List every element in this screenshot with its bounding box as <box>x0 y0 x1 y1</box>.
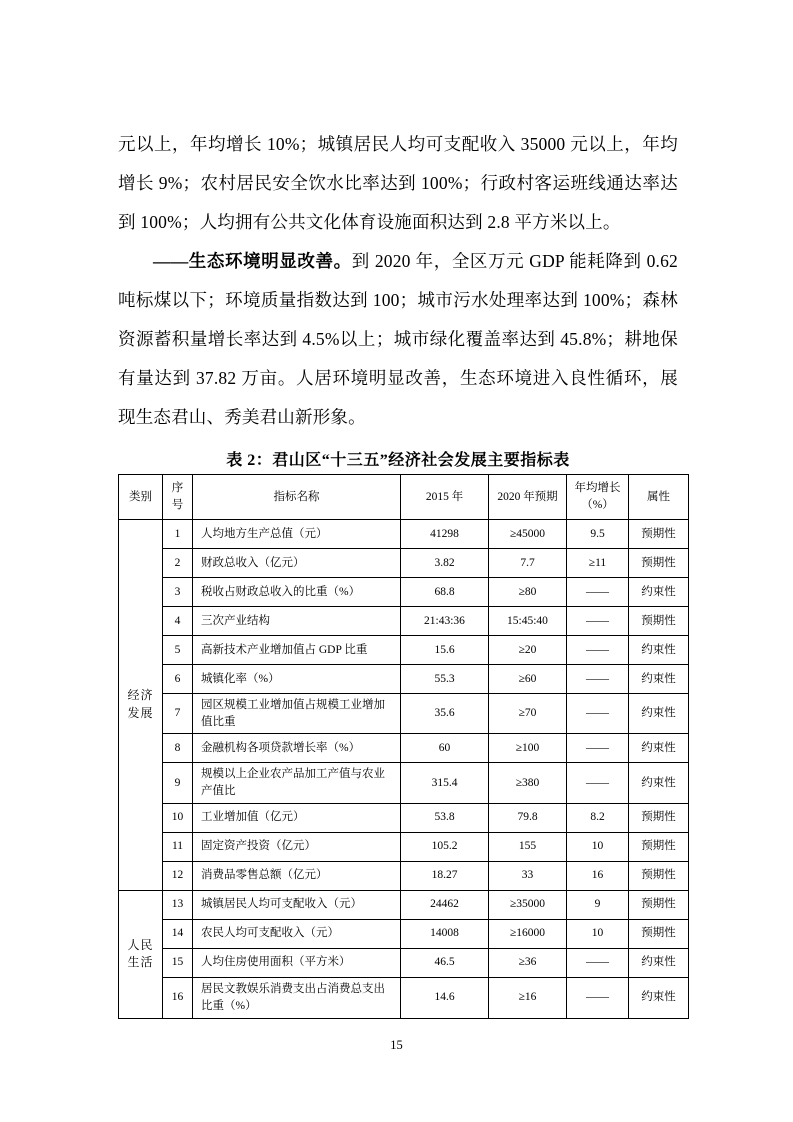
cell-growth: 10 <box>567 919 629 948</box>
cell-indicator: 三次产业结构 <box>193 607 401 636</box>
cell-2015: 41298 <box>401 520 489 549</box>
cell-2020: 15:45:40 <box>489 607 567 636</box>
cell-2020: ≥35000 <box>489 890 567 919</box>
table-row <box>119 832 689 861</box>
cell-growth: ≥11 <box>567 549 629 578</box>
cell-attribute: 约束性 <box>629 734 689 763</box>
cell-attribute: 约束性 <box>629 665 689 694</box>
cell-no: 2 <box>163 549 193 578</box>
cell-growth: —— <box>567 977 629 1018</box>
table-row <box>119 977 689 1018</box>
cell-growth: —— <box>567 763 629 803</box>
cell-attribute: 约束性 <box>629 763 689 803</box>
table-row <box>119 948 689 977</box>
cell-2015: 105.2 <box>401 832 489 861</box>
cell-no: 10 <box>163 803 193 832</box>
cell-growth: —— <box>567 607 629 636</box>
header-category: 类别 <box>119 475 163 520</box>
paragraph-2 <box>118 242 678 437</box>
category-cell-economy: 经济发展 <box>119 520 163 891</box>
cell-2015: 68.8 <box>401 578 489 607</box>
cell-growth: 9 <box>567 890 629 919</box>
cell-2020: ≥20 <box>489 636 567 665</box>
cell-indicator: 人均住房使用面积（平方米） <box>193 948 401 977</box>
paragraph-2-text: 到 2020 年，全区万元 GDP 能耗降到 0.62 吨标煤以下；环境质量指数达到 100；城市污水处理率达到 100%；森林资源蓄积量增长率达到 4.5%以上；城市绿化覆盖率达到 45.8%；耕地保有量达到 37.82 万亩。人居环境明显改善，生态环境进入良性循环，展现生态君山、秀美君山新形象。 <box>118 251 678 427</box>
cell-2020: ≥380 <box>489 763 567 803</box>
cell-attribute: 预期性 <box>629 861 689 890</box>
cell-growth: 16 <box>567 861 629 890</box>
cell-growth: —— <box>567 578 629 607</box>
cell-no: 3 <box>163 578 193 607</box>
cell-2020: ≥80 <box>489 578 567 607</box>
cell-indicator: 固定资产投资（亿元） <box>193 832 401 861</box>
cell-2015: 35.6 <box>401 694 489 734</box>
cell-2020: ≥16000 <box>489 919 567 948</box>
cell-no: 15 <box>163 948 193 977</box>
cell-no: 6 <box>163 665 193 694</box>
cell-indicator: 园区规模工业增加值占规模工业增加值比重 <box>193 694 401 734</box>
cell-indicator: 金融机构各项贷款增长率（%） <box>193 734 401 763</box>
page-content <box>118 125 678 1019</box>
cell-growth: —— <box>567 694 629 734</box>
table-title: 表 2：君山区“十三五”经济社会发展主要指标表 <box>226 452 570 469</box>
cell-indicator: 消费品零售总额（亿元） <box>193 861 401 890</box>
cell-no: 16 <box>163 977 193 1018</box>
table-row <box>119 578 689 607</box>
cell-attribute: 预期性 <box>629 832 689 861</box>
cell-2015: 53.8 <box>401 803 489 832</box>
cell-2020: ≥70 <box>489 694 567 734</box>
cell-growth: 10 <box>567 832 629 861</box>
table-row <box>119 636 689 665</box>
table-row <box>119 861 689 890</box>
cell-2015: 24462 <box>401 890 489 919</box>
cell-2015: 55.3 <box>401 665 489 694</box>
cell-no: 11 <box>163 832 193 861</box>
cell-indicator: 人均地方生产总值（元） <box>193 520 401 549</box>
cell-no: 5 <box>163 636 193 665</box>
cell-attribute: 预期性 <box>629 919 689 948</box>
cell-no: 1 <box>163 520 193 549</box>
cell-2020: ≥36 <box>489 948 567 977</box>
table-row <box>119 665 689 694</box>
cell-2020: ≥100 <box>489 734 567 763</box>
cell-2020: 33 <box>489 861 567 890</box>
cell-attribute: 约束性 <box>629 977 689 1018</box>
cell-indicator: 城镇居民人均可支配收入（元） <box>193 890 401 919</box>
cell-no: 13 <box>163 890 193 919</box>
table-row <box>119 734 689 763</box>
header-number: 序号 <box>163 475 193 520</box>
table-row <box>119 549 689 578</box>
cell-indicator: 居民文教娱乐消费支出占消费总支出比重（%） <box>193 977 401 1018</box>
cell-no: 12 <box>163 861 193 890</box>
category-cell-livelihood: 人民生活 <box>119 890 163 1018</box>
table-row <box>119 803 689 832</box>
cell-indicator: 城镇化率（%） <box>193 665 401 694</box>
table-row <box>119 919 689 948</box>
cell-2020: 155 <box>489 832 567 861</box>
cell-no: 14 <box>163 919 193 948</box>
paragraph-2-lead: ——生态环境明显改善。 <box>153 251 352 271</box>
cell-attribute: 约束性 <box>629 636 689 665</box>
cell-growth: 8.2 <box>567 803 629 832</box>
cell-no: 7 <box>163 694 193 734</box>
cell-indicator: 规模以上企业农产品加工产值与农业产值比 <box>193 763 401 803</box>
header-attribute: 属性 <box>629 475 689 520</box>
cell-indicator: 税收占财政总收入的比重（%） <box>193 578 401 607</box>
table-row <box>119 607 689 636</box>
header-2015: 2015 年 <box>401 475 489 520</box>
cell-no: 8 <box>163 734 193 763</box>
cell-2015: 46.5 <box>401 948 489 977</box>
cell-indicator: 财政总收入（亿元） <box>193 549 401 578</box>
header-2020: 2020 年预期 <box>489 475 567 520</box>
cell-2020: 79.8 <box>489 803 567 832</box>
cell-2020: 7.7 <box>489 549 567 578</box>
cell-attribute: 约束性 <box>629 578 689 607</box>
header-growth: 年均增长（%） <box>567 475 629 520</box>
cell-2015: 18.27 <box>401 861 489 890</box>
cell-2015: 315.4 <box>401 763 489 803</box>
cell-2015: 15.6 <box>401 636 489 665</box>
cell-growth: —— <box>567 948 629 977</box>
table-row <box>119 763 689 803</box>
cell-attribute: 预期性 <box>629 803 689 832</box>
paragraph-1: 元以上，年均增长 10%；城镇居民人均可支配收入 35000 元以上，年均增长 9%；农村居民安全饮水比率达到 100%；行政村客运班线通达率达到 100%；人均拥有公共文化体育设施面积达到 2.8 平方米以上。 <box>118 134 678 232</box>
cell-indicator: 高新技术产业增加值占 GDP 比重 <box>193 636 401 665</box>
cell-attribute: 预期性 <box>629 607 689 636</box>
cell-2015: 21:43:36 <box>401 607 489 636</box>
table-header-row <box>119 475 689 520</box>
indicators-table <box>118 474 689 1019</box>
table-row <box>119 520 689 549</box>
cell-attribute: 预期性 <box>629 890 689 919</box>
cell-no: 9 <box>163 763 193 803</box>
cell-attribute: 预期性 <box>629 520 689 549</box>
cell-2020: ≥60 <box>489 665 567 694</box>
cell-no: 4 <box>163 607 193 636</box>
cell-growth: 9.5 <box>567 520 629 549</box>
cell-growth: —— <box>567 734 629 763</box>
header-indicator: 指标名称 <box>193 475 401 520</box>
cell-2020: ≥16 <box>489 977 567 1018</box>
table-row <box>119 890 689 919</box>
cell-attribute: 约束性 <box>629 694 689 734</box>
page-number: 15 <box>390 1038 403 1052</box>
cell-growth: —— <box>567 665 629 694</box>
cell-attribute: 约束性 <box>629 948 689 977</box>
cell-2015: 14.6 <box>401 977 489 1018</box>
cell-2015: 60 <box>401 734 489 763</box>
cell-attribute: 预期性 <box>629 549 689 578</box>
cell-2020: ≥45000 <box>489 520 567 549</box>
cell-2015: 14008 <box>401 919 489 948</box>
table-row <box>119 694 689 734</box>
cell-indicator: 工业增加值（亿元） <box>193 803 401 832</box>
cell-indicator: 农民人均可支配收入（元） <box>193 919 401 948</box>
cell-2015: 3.82 <box>401 549 489 578</box>
cell-growth: —— <box>567 636 629 665</box>
